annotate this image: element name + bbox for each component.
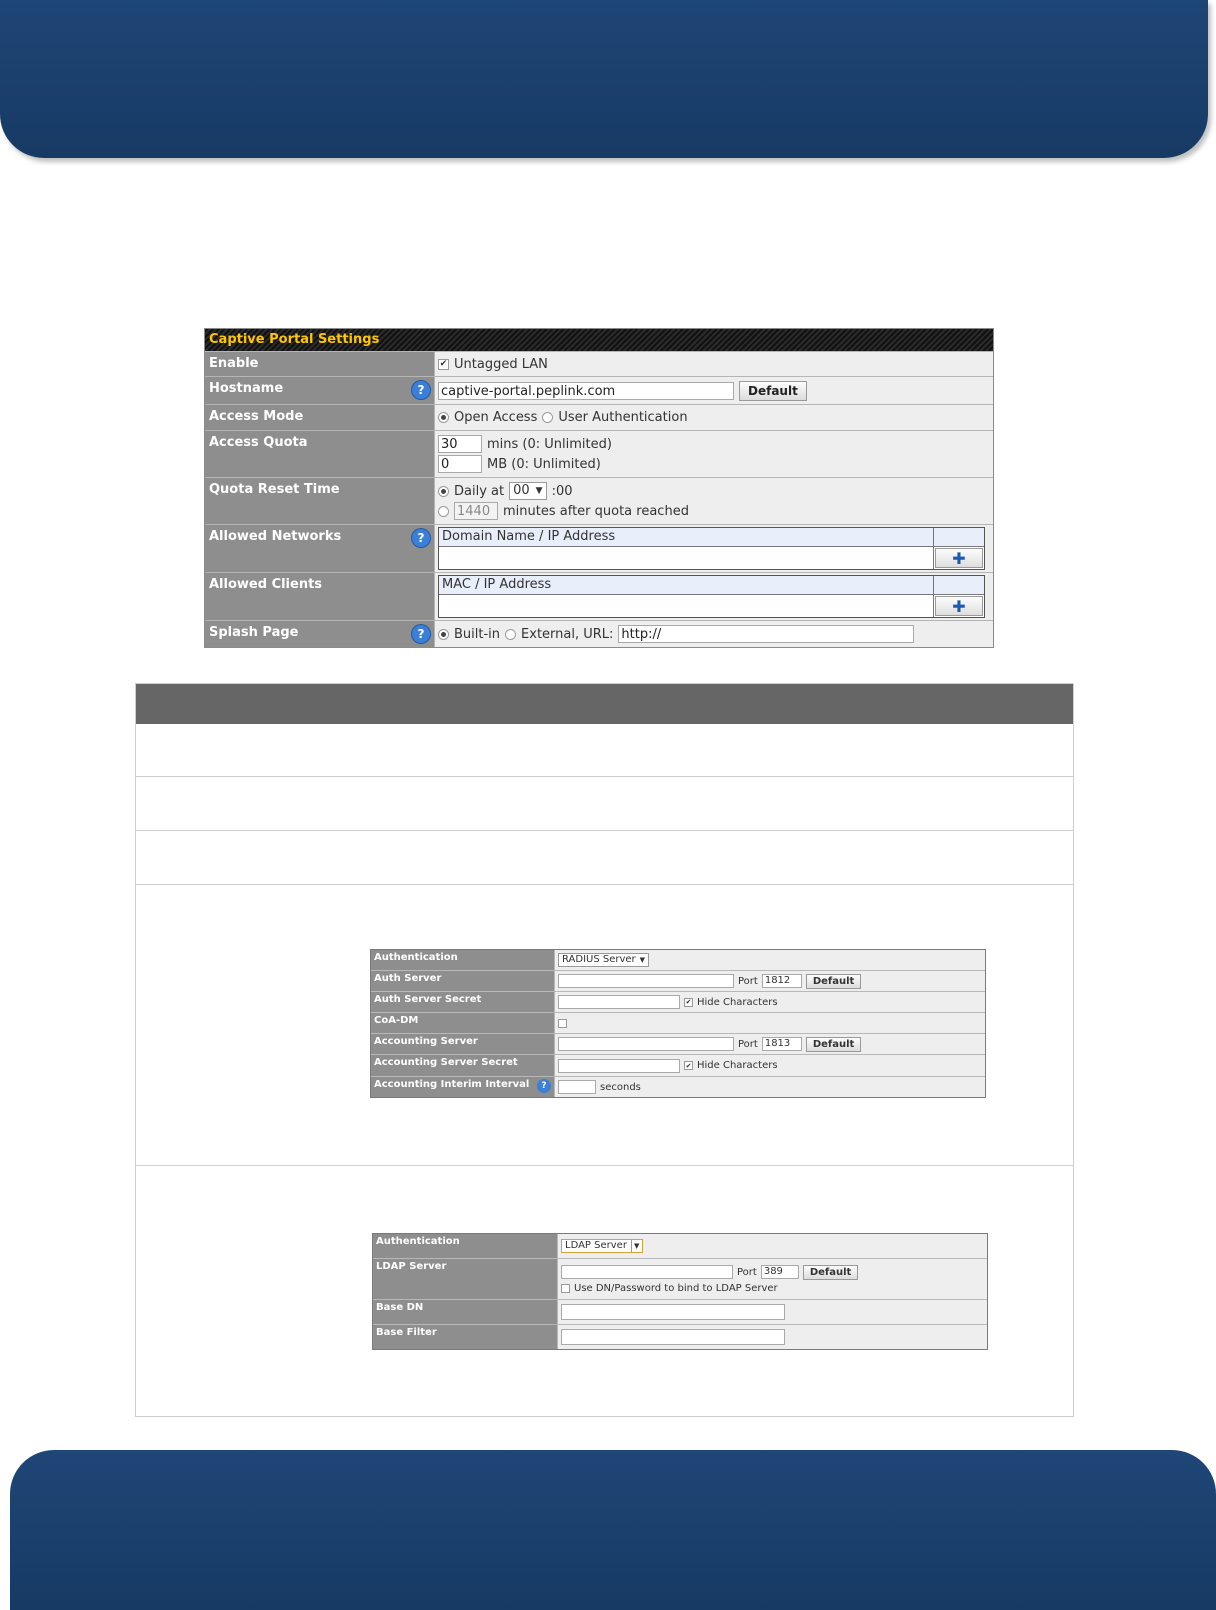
add-client-button[interactable] bbox=[935, 596, 983, 616]
open-access-radio[interactable] bbox=[438, 412, 449, 423]
add-network-button[interactable] bbox=[935, 548, 983, 568]
base-filter-label: Base Filter bbox=[373, 1325, 558, 1349]
dropdown-arrow-icon: ▼ bbox=[631, 1240, 639, 1252]
daily-at-label: Daily at bbox=[454, 483, 505, 499]
allowed-clients-column: MAC / IP Address bbox=[439, 576, 934, 594]
row-quota-reset bbox=[205, 477, 993, 524]
row-hostname bbox=[205, 376, 993, 404]
table-row bbox=[136, 777, 1073, 831]
label-allowed-networks bbox=[205, 525, 435, 572]
row-splash-page bbox=[205, 620, 993, 647]
ldap-port-label: Port bbox=[737, 1266, 757, 1278]
minutes-after-input[interactable]: 1440 bbox=[454, 502, 498, 520]
allowed-networks-list bbox=[438, 527, 985, 570]
ldap-server-label: LDAP Server bbox=[373, 1259, 558, 1299]
quota-mins-text: mins (0: Unlimited) bbox=[487, 436, 612, 452]
quota-mb-text: MB (0: Unlimited) bbox=[487, 456, 601, 472]
auth-port-label: Port bbox=[738, 975, 758, 987]
allowed-networks-column: Domain Name / IP Address bbox=[439, 528, 934, 546]
user-authentication-label: User Authentication bbox=[558, 410, 688, 425]
hour-select[interactable] bbox=[509, 482, 546, 500]
ldap-authentication-label: Authentication bbox=[373, 1234, 558, 1258]
base-dn-label: Base DN bbox=[373, 1300, 558, 1324]
row-enable bbox=[205, 351, 993, 376]
row-allowed-clients bbox=[205, 572, 993, 620]
auth-secret-label: Auth Server Secret bbox=[371, 992, 555, 1012]
auth-server-input[interactable] bbox=[558, 974, 734, 988]
help-icon[interactable]: ? bbox=[537, 1079, 551, 1093]
header-banner bbox=[0, 0, 1208, 158]
plus-icon: ✚ bbox=[952, 548, 966, 568]
minutes-after-radio[interactable] bbox=[438, 506, 449, 517]
interim-interval-label bbox=[371, 1077, 555, 1097]
dropdown-arrow-icon: ▼ bbox=[535, 486, 543, 496]
external-url-radio[interactable] bbox=[505, 629, 516, 640]
ldap-server-input[interactable] bbox=[561, 1265, 733, 1279]
help-icon[interactable]: ? bbox=[412, 625, 430, 643]
base-filter-input[interactable] bbox=[561, 1329, 785, 1345]
label-enable: Enable bbox=[205, 352, 435, 376]
radius-authentication-label: Authentication bbox=[371, 950, 555, 970]
allowed-clients-entry-input[interactable] bbox=[439, 595, 934, 617]
row-allowed-networks bbox=[205, 524, 993, 572]
accounting-port-label: Port bbox=[738, 1038, 758, 1050]
auth-hide-characters-label: Hide Characters bbox=[697, 996, 778, 1008]
ldap-port-default-button[interactable]: Default bbox=[803, 1265, 859, 1280]
accounting-port-input[interactable]: 1813 bbox=[762, 1037, 802, 1051]
bind-dn-checkbox[interactable] bbox=[561, 1284, 570, 1293]
splash-page-label-text: Splash Page bbox=[209, 625, 299, 640]
footer-banner bbox=[10, 1450, 1216, 1610]
quota-mb-input[interactable]: 0 bbox=[438, 455, 482, 473]
table-row bbox=[136, 724, 1073, 777]
plus-icon: ✚ bbox=[952, 596, 966, 616]
accounting-port-default-button[interactable]: Default bbox=[806, 1037, 862, 1052]
accounting-secret-label: Accounting Server Secret bbox=[371, 1055, 555, 1076]
coa-dm-checkbox[interactable] bbox=[558, 1019, 567, 1028]
hostname-label-text: Hostname bbox=[209, 381, 284, 396]
label-quota-reset: Quota Reset Time bbox=[205, 478, 435, 524]
radius-authentication-value: RADIUS Server bbox=[562, 954, 636, 965]
table-header bbox=[136, 684, 1073, 724]
radius-authentication-select[interactable] bbox=[558, 953, 649, 967]
hostname-input[interactable]: captive-portal.peplink.com bbox=[438, 382, 734, 400]
label-hostname bbox=[205, 377, 435, 404]
bind-dn-label: Use DN/Password to bind to LDAP Server bbox=[574, 1282, 778, 1294]
radius-settings-panel bbox=[370, 949, 986, 1098]
coa-dm-label: CoA-DM bbox=[371, 1013, 555, 1033]
accounting-secret-input[interactable] bbox=[558, 1059, 680, 1073]
hostname-default-button[interactable]: Default bbox=[739, 381, 807, 401]
external-url-label: External, URL: bbox=[521, 626, 614, 642]
help-icon[interactable]: ? bbox=[412, 529, 430, 547]
table-row bbox=[136, 831, 1073, 885]
help-icon[interactable]: ? bbox=[412, 381, 430, 399]
untagged-lan-label: Untagged LAN bbox=[454, 356, 548, 372]
row-access-quota bbox=[205, 430, 993, 477]
label-access-quota: Access Quota bbox=[205, 431, 435, 477]
quota-mins-input[interactable]: 30 bbox=[438, 435, 482, 453]
base-dn-input[interactable] bbox=[561, 1304, 785, 1320]
row-access-mode bbox=[205, 404, 993, 430]
auth-hide-characters-checkbox[interactable]: ✔ bbox=[685, 998, 692, 1006]
hour-select-value: 00 bbox=[513, 483, 530, 498]
ldap-authentication-select[interactable] bbox=[561, 1239, 643, 1253]
label-allowed-clients: Allowed Clients bbox=[205, 573, 435, 620]
ldap-settings-panel bbox=[372, 1233, 988, 1350]
user-authentication-radio[interactable] bbox=[542, 412, 553, 423]
accounting-server-input[interactable] bbox=[558, 1037, 734, 1051]
auth-secret-input[interactable] bbox=[558, 995, 680, 1009]
label-access-mode: Access Mode bbox=[205, 405, 435, 430]
splash-url-input[interactable]: http:// bbox=[618, 625, 914, 643]
interim-unit-label: seconds bbox=[600, 1081, 641, 1093]
open-access-label: Open Access bbox=[454, 410, 538, 425]
untagged-lan-checkbox[interactable]: ✔ bbox=[439, 359, 448, 369]
captive-portal-settings-panel bbox=[204, 328, 994, 648]
accounting-hide-characters-label: Hide Characters bbox=[697, 1060, 778, 1071]
auth-port-input[interactable]: 1812 bbox=[762, 974, 802, 988]
minutes-after-text: minutes after quota reached bbox=[503, 503, 689, 519]
allowed-networks-entry-input[interactable] bbox=[439, 547, 934, 569]
ldap-authentication-value: LDAP Server bbox=[565, 1240, 627, 1251]
ldap-port-input[interactable]: 389 bbox=[761, 1265, 799, 1279]
interim-interval-label-text: Accounting Interim Interval bbox=[374, 1079, 530, 1090]
auth-port-default-button[interactable]: Default bbox=[806, 974, 862, 989]
daily-at-radio[interactable] bbox=[438, 486, 449, 497]
auth-server-label: Auth Server bbox=[371, 971, 555, 991]
minute-suffix: :00 bbox=[551, 483, 573, 499]
built-in-radio[interactable] bbox=[438, 629, 449, 640]
built-in-label: Built-in bbox=[454, 626, 501, 642]
allowed-networks-label-text: Allowed Networks bbox=[209, 529, 342, 544]
panel-title: Captive Portal Settings bbox=[205, 329, 993, 351]
allowed-clients-list bbox=[438, 575, 985, 618]
accounting-server-label: Accounting Server bbox=[371, 1034, 555, 1054]
accounting-hide-characters-checkbox[interactable]: ✔ bbox=[685, 1061, 692, 1070]
dropdown-arrow-icon: ▼ bbox=[639, 956, 646, 964]
label-splash-page bbox=[205, 621, 435, 647]
interim-interval-input[interactable] bbox=[558, 1080, 596, 1094]
